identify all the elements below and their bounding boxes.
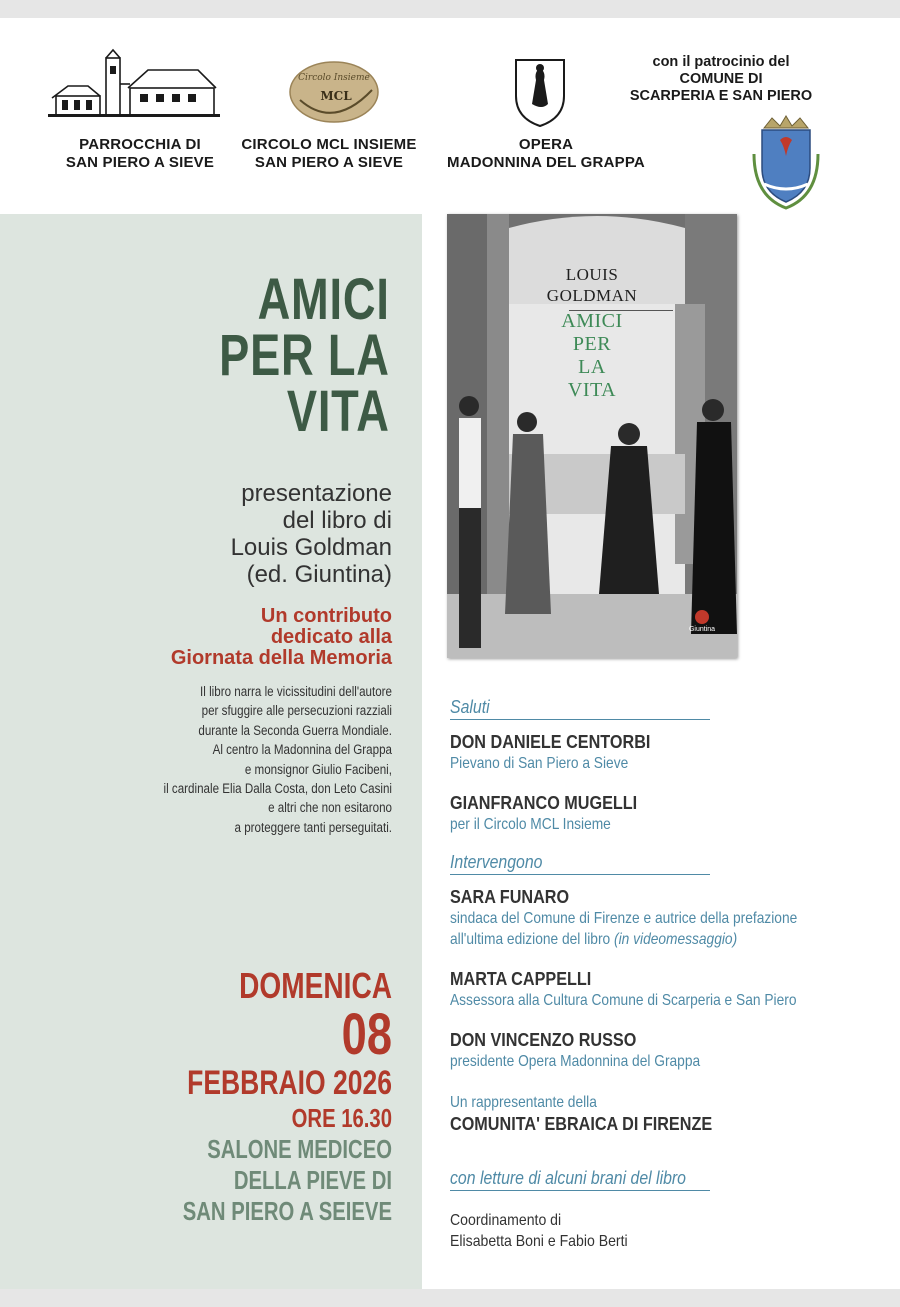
top-border bbox=[0, 0, 900, 18]
venue-line: DELLA PIEVE DI bbox=[233, 1165, 392, 1195]
book-publisher: Giuntina bbox=[688, 626, 716, 633]
speaker-name: GIANFRANCO MUGELLI bbox=[450, 793, 638, 813]
book-description bbox=[82, 682, 392, 837]
speaker-role-continued bbox=[450, 929, 828, 950]
event-subtitle bbox=[92, 480, 392, 588]
svg-text:Circolo Insieme: Circolo Insieme bbox=[298, 73, 370, 83]
title-line: VITA bbox=[287, 379, 390, 444]
speaker-role-text: all'ultima edizione del libro bbox=[450, 931, 615, 948]
patronage-line: COMUNE DI bbox=[679, 71, 763, 87]
subtitle-line: presentazione bbox=[241, 480, 392, 507]
description-line: il cardinale Elia Dalla Costa, don Leto Casini bbox=[163, 781, 392, 797]
highlight-line: dedicato alla bbox=[270, 626, 392, 648]
book-author-line: GOLDMAN bbox=[546, 286, 638, 305]
program-speaker bbox=[450, 886, 890, 950]
description-line: Il libro narra le vicissitudini dell'autore bbox=[200, 684, 392, 699]
venue-line: SALONE MEDICEO bbox=[207, 1134, 392, 1164]
coat-of-arms-icon bbox=[750, 114, 822, 215]
description-line: e altri che non esitarono bbox=[268, 800, 392, 816]
patronage-text bbox=[600, 54, 842, 105]
readings-note: con letture di alcuni brani del libro bbox=[450, 1168, 686, 1188]
representative-intro: Un rappresentante della bbox=[450, 1094, 597, 1111]
memory-day-highlight bbox=[92, 606, 392, 669]
program-speaker bbox=[450, 1029, 890, 1072]
description-line: e monsignor Giulio Facibeni, bbox=[244, 761, 392, 777]
speaker-name: SARA FUNARO bbox=[450, 887, 570, 907]
event-weekday: DOMENICA bbox=[239, 965, 392, 1006]
speaker-role: per il Circolo MCL Insieme bbox=[450, 816, 611, 833]
representative-name: COMUNITA' EBRAICA DI FIRENZE bbox=[450, 1114, 713, 1134]
coordination-line: Elisabetta Boni e Fabio Berti bbox=[450, 1233, 628, 1250]
speaker-role: Assessora alla Cultura Comune di Scarperia e San Piero bbox=[450, 992, 797, 1009]
organizer-caption-opera bbox=[436, 136, 656, 172]
greeting-speaker bbox=[450, 792, 890, 835]
highlight-line: Un contributo bbox=[260, 605, 392, 627]
book-title-line: AMICI bbox=[561, 310, 623, 332]
event-day: 08 bbox=[341, 1002, 392, 1067]
subtitle-line: Louis Goldman bbox=[230, 534, 392, 561]
description-line: durante la Seconda Guerra Mondiale. bbox=[198, 722, 392, 738]
church-icon bbox=[48, 48, 220, 125]
caption-line: OPERA bbox=[518, 136, 574, 153]
subtitle-line: del libro di bbox=[282, 507, 392, 534]
event-title bbox=[219, 267, 390, 444]
book-author bbox=[447, 264, 737, 306]
caption-line: MADONNINA DEL GRAPPA bbox=[447, 154, 645, 171]
description-line: a proteggere tanti perseguitati. bbox=[234, 819, 392, 835]
organizer-caption-mcl bbox=[224, 136, 434, 172]
greeting-speaker bbox=[450, 731, 890, 774]
description-line: Al centro la Madonnina del Grappa bbox=[212, 742, 392, 758]
highlight-line: Giornata della Memoria bbox=[170, 647, 392, 669]
event-month-year: FEBBRAIO 2026 bbox=[187, 1064, 392, 1102]
venue-line: SAN PIERO A SEIEVE bbox=[182, 1196, 392, 1226]
speaker-role: sindaca del Comune di Firenze e autrice della prefazione bbox=[450, 910, 798, 927]
speaker-role: presidente Opera Madonnina del Grappa bbox=[450, 1053, 701, 1070]
book-title-line: LA bbox=[578, 356, 606, 378]
program-speaker bbox=[450, 968, 890, 1011]
speaker-name: DON VINCENZO RUSSO bbox=[450, 1030, 637, 1050]
svg-text:MCL: MCL bbox=[320, 89, 352, 103]
caption-line: SAN PIERO A SIEVE bbox=[254, 154, 404, 171]
representative bbox=[450, 1092, 890, 1135]
madonna-shield-icon bbox=[514, 58, 566, 133]
bottom-border bbox=[0, 1289, 900, 1307]
book-title-line: PER bbox=[572, 333, 612, 355]
speaker-role: Pievano di San Piero a Sieve bbox=[450, 755, 629, 772]
speaker-name: DON DANIELE CENTORBI bbox=[450, 732, 651, 752]
coordination-line: Coordinamento di bbox=[450, 1212, 562, 1229]
subtitle-line: (ed. Giuntina) bbox=[246, 561, 392, 588]
title-line: AMICI bbox=[257, 267, 390, 332]
speakers-label: Intervengono bbox=[450, 852, 543, 872]
greetings-label: Saluti bbox=[450, 697, 490, 717]
caption-line: PARROCCHIA DI bbox=[79, 136, 201, 153]
speakers-divider bbox=[450, 874, 710, 875]
video-message-note: (in videomessaggio) bbox=[614, 931, 738, 948]
patronage-line: con il patrocinio del bbox=[652, 54, 790, 70]
book-title-line: VITA bbox=[567, 379, 617, 401]
organizer-caption-parish bbox=[50, 136, 230, 172]
title-line: PER LA bbox=[219, 323, 390, 388]
patronage-line: SCARPERIA E SAN PIERO bbox=[629, 88, 813, 104]
mcl-logo bbox=[286, 60, 382, 129]
event-date-venue bbox=[32, 966, 392, 1227]
publisher-logo-icon bbox=[695, 610, 709, 624]
readings-divider bbox=[450, 1190, 710, 1191]
book-title bbox=[447, 310, 737, 402]
speaker-name: MARTA CAPPELLI bbox=[450, 969, 592, 989]
book-author-line: LOUIS bbox=[565, 265, 619, 284]
caption-line: SAN PIERO A SIEVE bbox=[65, 154, 215, 171]
book-cover bbox=[447, 214, 737, 658]
greetings-divider bbox=[450, 719, 710, 720]
description-line: per sfuggire alle persecuzioni razziali bbox=[201, 703, 392, 719]
event-time: ORE 16.30 bbox=[291, 1103, 392, 1133]
coordination bbox=[450, 1210, 628, 1252]
caption-line: CIRCOLO MCL INSIEME bbox=[241, 136, 417, 153]
